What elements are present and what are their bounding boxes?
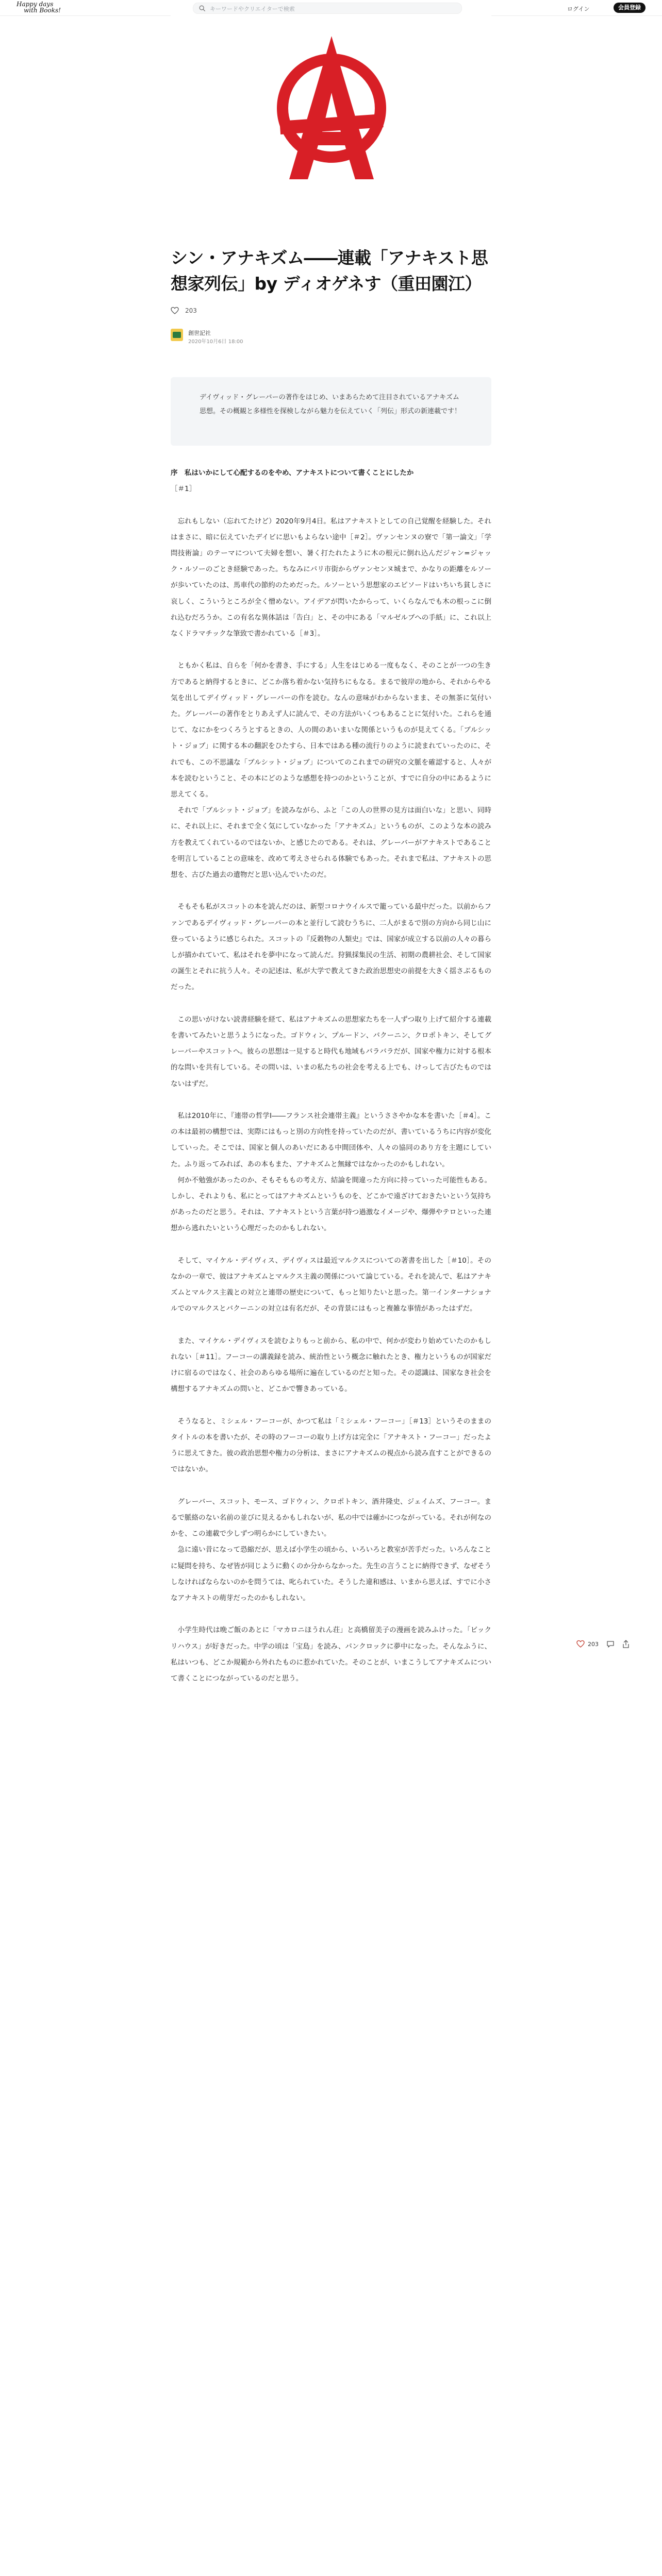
article-body (171, 465, 491, 1687)
signup-button[interactable]: 会員登録 (614, 3, 646, 13)
logo-line-1: Happy days (16, 1, 54, 8)
body-paragraph: また、マイケル・デイヴィスを読むよりもっと前から、私の中で、何かが変わり始めていたのかもしれない［＃11］。フーコーの講義録を読み、統治性という概念に触れたとき、権力というものが国家だけに宿るのではなく、社会のあらゆる場所に遍在しているのだと知った。その認識は、国家なき社会を構想するアナキズムの問いと、どこかで響きあっている。 (171, 1336, 491, 1394)
logo-line-2: with Books! (24, 7, 61, 14)
author-name[interactable]: 創世記社 (188, 330, 211, 336)
body-paragraph: そうなると、ミシェル・フーコーが、かつて私は「ミシェル・フーコー」［＃13］というそのままのタイトルの本を書いたが、その時のフーコーの取り上げ方は完全に「アナキスト・フーコー」だったように思えてきた。彼の政治思想や権力の分析は、まさにアナキズムの視点から読み直すことができるのではないか。 (171, 1417, 491, 1474)
anarchy-symbol-icon (264, 31, 399, 180)
body-paragraph: グレーバー、スコット、モース、ゴドウィン、クロポトキン、酒井隆史、ジェイムズ、フーコー。まるで脈絡のない名前の並びに見えるかもしれないが、私の中では確かにつながっている。それが何なのかを、この連載で少しずつ明らかにしていきたい。 (171, 1497, 491, 1538)
body-paragraph: そもそも私がスコットの本を読んだのは、新型コロナウイルスで籠っている最中だった。以前からファンであるデイヴィッド・グレーバーの本と並行して読むうちに、二人がまるで別の方向から同じ山に登っているように感じられた。スコットの『反穀物の人類史』では、国家が成立する以前の人々の暮らしが描かれていて、私はそれを夢中になって読んだ。狩猟採集民の生活、初期の農耕社会、そして国家の誕生とそれに抗う人々。その記述は、私が大学で教えてきた政治思想史の前提を大きく揺さぶるものだった。 (171, 903, 491, 992)
article-summary: デイヴィッド・グレーバーの著作をはじめ、いまあらためて注目されているアナキズム思想。その概観と多様性を探検しながら魅力を伝えていく「列伝」形式の新連載です！ (171, 377, 491, 446)
section-heading: 序 私はいかにして心配するのをやめ、アナキストについて書くことにしたか (171, 469, 414, 477)
floating-action-bar (576, 1638, 654, 1651)
like-row (171, 305, 491, 316)
share-icon[interactable] (622, 1639, 630, 1649)
body-paragraph: 小学生時代は晩ご飯のあとに「マカロニほうれん荘」と高橋留美子の漫画を読みふけった。「ビックリハウス」が好きだった。中学の頃は「宝島」を読み、パンクロックに夢中になった。そんなふうに、私はいつも、どこか規範から外れたものに惹かれていた。そのことが、いまこうしてアナキズムについて書くことにつながっているのだと思う。 (171, 1626, 491, 1683)
footnote-marker[interactable]: ［＃1］ (171, 485, 196, 494)
site-logo[interactable] (16, 1, 61, 13)
search-icon (198, 5, 206, 12)
body-paragraph: ともかく私は、自らを「何かを書き、手にする」人生をはじめる一度もなく、そのことが一つの生き方であると納得するときに、どこか落ち着かない気持ちにもなる。まるで彼岸の地から、それからやる気を出してデイヴィッド・グレーバーの作を読む。なんの意味がわからないまま、その無茶に気付いた。グレーバーの著作をとりあえず人に読んで、その方法がいくつもあることに気付いた。これらを通じて、なにかをつくろうとするときの、人の間のあいまいな関係というものが見えてくる。「ブルシット・ジョブ」に関する本の翻訳をひたすら、日本ではある種の流行りのように読まれていったのに、それでも、この不思議な「ブルシット・ジョブ」についてのこれまでの研究の文脈を確認すると、人々が本を読むということ、その本にどのような感想を持つのかということが、すでに自分の中にあるように思えてくる。 (171, 662, 491, 799)
comment-icon[interactable] (606, 1640, 615, 1648)
body-paragraph: この思いがけない読書経験を経て、私はアナキズムの思想家たちを一人ずつ取り上げて紹介する連載を書いてみたいと思うようになった。ゴドウィン、プルードン、バクーニン、クロポトキン、そしてグレーバーやスコットへ。彼らの思想は一見すると時代も地域もバラバラだが、国家や権力に対する根本的な問いを共有している。その問いは、いまの私たちの社会を考える上でも、けっして古びたものではないはずだ。 (171, 1015, 491, 1088)
body-paragraph: 私は2010年に、『連帯の哲学Ⅰ――フランス社会連帯主義』というささやかな本を書いた［＃4］。この本は最初の構想では、実際にはもっと別の方向性を持っていたのだが、書いているうちに内容が変化していった。そこでは、国家と個人のあいだにある中間団体や、人々の協同のあり方を主題にしていた。ふり返ってみれば、あの本もまた、アナキズムと無縁ではなかったのかもしれない。 (171, 1112, 491, 1168)
eyecatch-image (171, 15, 491, 196)
like-count: 203 (185, 307, 197, 314)
body-paragraph: 急に遠い昔になって恐縮だが、思えば小学生の頃から、いろいろと教室が苦手だった。いろんなことに疑問を持ち、なぜ皆が同じように動くのか分からなかった。先生の言うことに納得できず、なぜそうしなければならないのかを問うては、叱られていた。そうした違和感は、いまから思えば、すでに小さなアナキストの萌芽だったのかもしれない。 (171, 1546, 491, 1603)
heart-icon[interactable] (171, 307, 179, 315)
site-header (0, 0, 662, 16)
author-info[interactable] (171, 327, 491, 347)
login-link[interactable]: ログイン (567, 6, 590, 12)
body-paragraph: それで「ブルシット・ジョブ」を読みながら、ふと「この人の世界の見方は面白いな」と思い、同時に、それ以上に、それまで全く気にしていなかった「アナキズム」というものが、このような本の読み方を教えてくれているのではないか、と感じたのである。それは、グレーバーがアナキストであることを明言していることの意味を、改めて考えさせられる体験でもあった。それまで私は、アナキストの思想を、古びた過去の遺物だと思い込んでいたのだ。 (171, 806, 491, 879)
heart-icon[interactable] (576, 1640, 585, 1648)
article (171, 15, 491, 1703)
article-title: シン・アナキズム――連載「アナキスト思想家列伝」by ディオゲネす（重田園江） (171, 248, 488, 294)
author-avatar[interactable] (171, 329, 183, 341)
search-input[interactable] (209, 4, 453, 13)
body-paragraph: 何か不勉強があったのか、そもそももの考え方、結論を間違った方向に持っていった可能性もある。しかし、それよりも、私にとってはアナキズムというものを、どこかで遠ざけておきたいという気持ちがあったのだと思う。それは、アナキストという言葉が持つ過激なイメージや、爆弾やテロといった連想から逃れたいという心理だったのかもしれない。 (171, 1176, 491, 1233)
search-box[interactable] (193, 3, 462, 14)
body-paragraph: そして、マイケル・デイヴィス、デイヴィスは最近マルクスについての著書を出した［＃10］。そのなかの一章で、彼はアナキズムとマルクス主義の関係について論じている。それを読んで、私はアナキズムとマルクス主義との対立と連帯の歴史について、もっと知りたいと思った。第一インターナショナルでのマルクスとバクーニンの対立は有名だが、その背景にはもっと複雑な事情があったはずだ。 (171, 1256, 491, 1313)
floating-like-count: 203 (588, 1641, 599, 1648)
publish-date: 2020年10月6日 18:00 (188, 339, 243, 345)
body-paragraph: 忘れもしない（忘れてたけど）2020年9月4日。私はアナキストとしての自己覚醒を経験した。それはまさに、暗に伝えていたデイビに思いもよらない途中［＃2］。ヴァンセンヌの寮で「第一論文」「学問技術論」のテーマについて夫婦を想い、暑く打たれたように木の根元に倒れ込んだジャン=ジャック・ルソーのごとき経験であった。ちなみにパリ市街からヴァンセンヌ城まで、かなりの距離をルソーが歩いていたのは、馬車代の節約のためだった。ルソーという思想家のエピソードはいちいち貧しさに哀しく、こういうところが全く憎めない。アイデアが閃いたからって、いくらなんでも木の根っこに倒れ込むだろうか。この有名な異体話は「告白」と、その中にある「マルゼルブへの手紙」に、これ以上なくドラマチックな筆致で書かれている［＃3］。 (171, 517, 491, 638)
